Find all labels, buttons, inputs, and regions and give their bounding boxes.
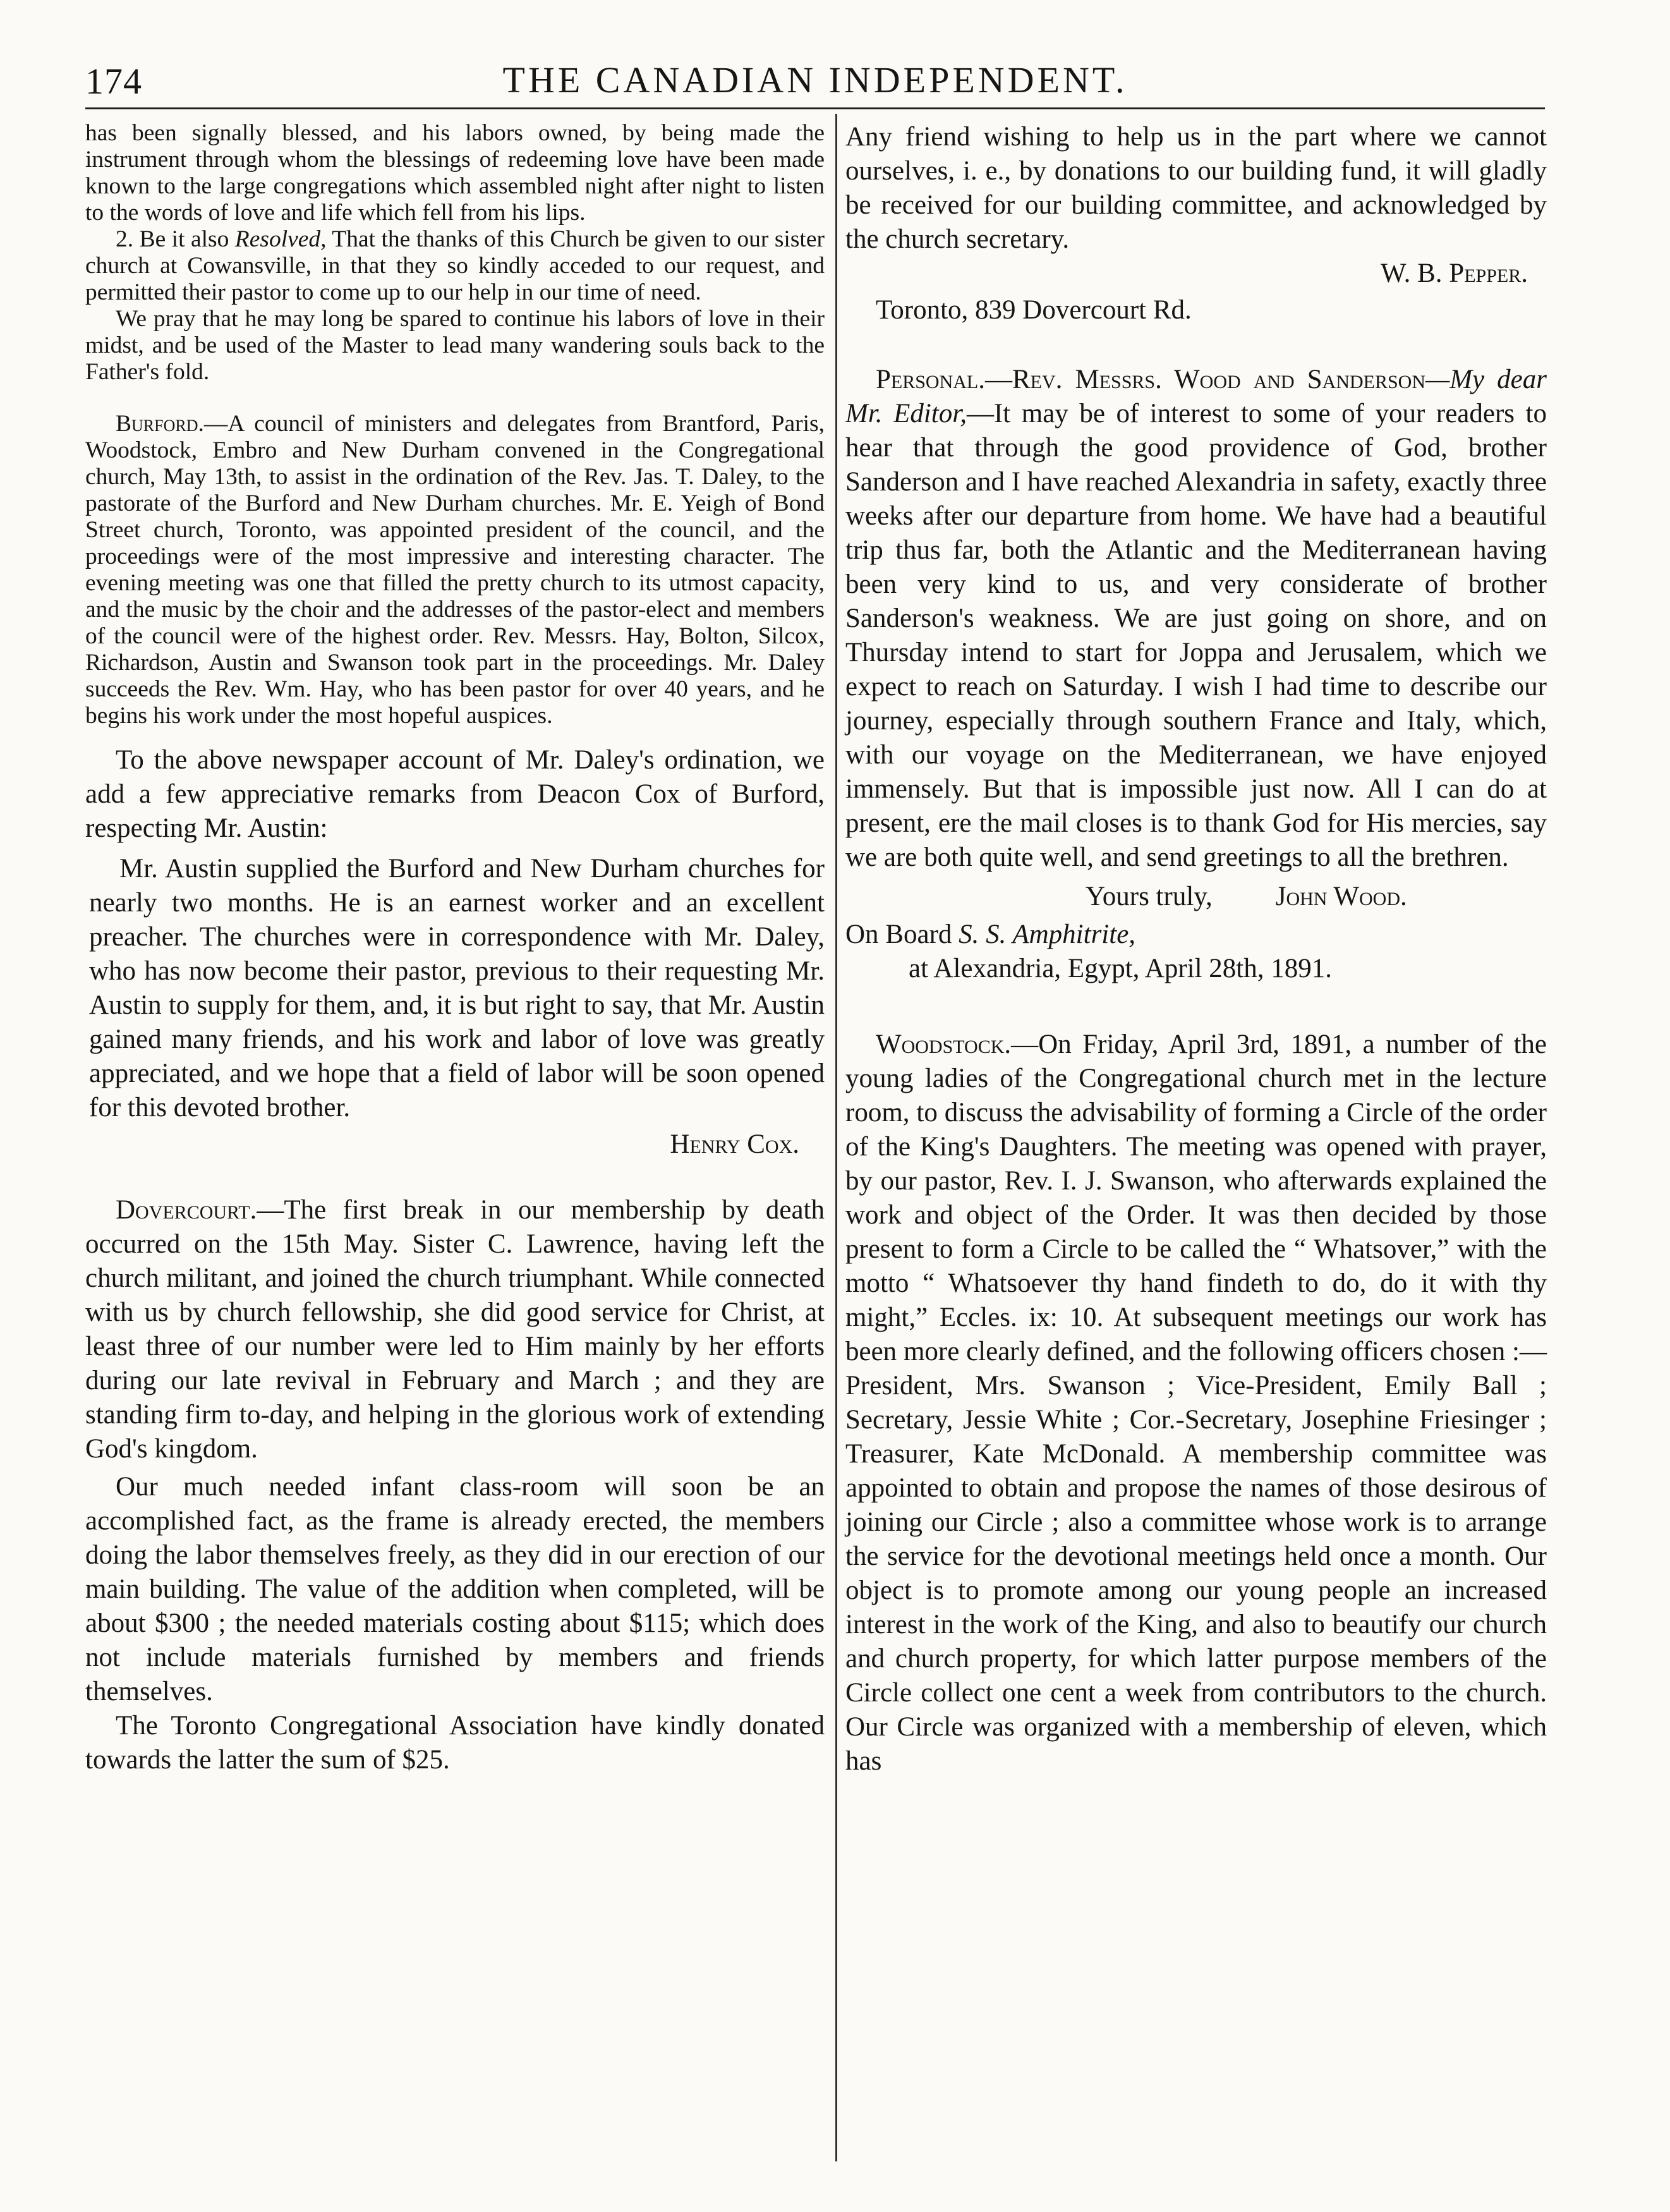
ship-prefix: On Board (845, 920, 959, 949)
pepper-body: Any friend wishing to help us in the part where we cannot ourselves, i. e., by donations to our building fund, it will gladly be received for our building committee, and acknowledged by the church secretary. (845, 122, 1547, 254)
resolution-paragraph: has been signally blessed, and his labors owned, by being made the instrument through whom the blessings of redeeming love have been made known to the large congregations which assembled night after night to listen to the words of love and life which fell from his lips. (85, 120, 825, 226)
page-header (85, 54, 1545, 111)
personal-closing-line (845, 880, 1547, 914)
dovercourt-paragraph: Our much needed infant class-room will soon be an accomplished fact, as the frame is already erected, the members doing the labor themselves freely, as they did in our erection of our main building. The value of the addition when completed, will be about $300 ; the needed materials costing about $115; which does not include materials furnished by members and friends themselves. (85, 1472, 825, 1706)
burford-body: —A council of ministers and delegates from Brantford, Paris, Woodstock, Embro and New Durham convened in the Congregational church, May 13th, to assist in the ordination of the Rev. Jas. T. Daley, to the pastorate of the Burford and New Durham churches. Mr. E. Yeigh of Bond Street church, Toronto, was appointed president of the council, and the proceedings were of the most impressive and interesting character. The evening meeting was one that filled the pretty church to its utmost capacity, and the music by the choir and the addresses of the pastor-elect and members of the council were of the highest order. Rev. Messrs. Hay, Bolton, Silcox, Richardson, Austin and Swanson took part in the proceedings. Mr. Daley succeeds the Rev. Wm. Hay, who has been pastor for over 40 years, and he begins his work under the most hopeful auspices. (85, 411, 825, 729)
burford-paragraph (85, 411, 825, 729)
left-column (85, 120, 825, 1777)
dovercourt-body: —The first break in our membership by death occurred on the 15th May. Sister C. Lawrence, having left the church militant, and joined the church triumphant. While connected with us by church fellowship, she did good service for Christ, at least three of our number were led to Him mainly by her efforts during our late revival in February and March ; and they are standing firm to-day, and helping in the glorious work of extending God's kingdom. (85, 1195, 825, 1464)
cox-signature: Henry Cox. (670, 1129, 799, 1159)
cox-remarks (85, 743, 825, 1162)
ship-name: S. S. Amphitrite, (959, 920, 1136, 949)
header-rule (85, 107, 1545, 109)
ship-line (845, 918, 1547, 952)
personal-letter (845, 363, 1547, 986)
resolution-paragraph (85, 226, 825, 306)
personal-signature: John Wood. (1275, 882, 1407, 911)
woodstock-body: —On Friday, April 3rd, 1891, a number of the young ladies of the Congregational church met in the lecture room, to discuss the advisability of forming a Circle of the order of the King's Daughters. The meeting was opened with prayer, by our pastor, Rev. I. J. Swanson, who afterwards explained the work and object of the Order. It was then decided by those present to form a Circle to be called the “ Whatsover,” with the motto “ Whatsoever thy hand findeth to do, do it with thy might,” Eccles. ix: 10. At subsequent meetings our work has been more clearly defined, and the following officers chosen :—President, Mrs. Swanson ; Vice-President, Emily Ball ; Secretary, Jessie White ; Cor.-Secretary, Josephine Friesinger ; Treasurer, Kate McDonald. A membership committee was appointed to obtain and propose the names of those desirous of joining our Circle ; also a committee whose work is to arrange the service for the devotional meetings held once a month. Our object is to promote among our young people an increased interest in the work of the King, and also to beautify our church and church property, for which latter purpose members of the Circle collect one cent a week from contributors to the church. Our Circle was organized with a membership of eleven, which has (845, 1030, 1547, 1776)
ship-place: at Alexandria, Egypt, April 28th, 1891. (909, 954, 1332, 983)
personal-closing: Yours truly, (1086, 882, 1213, 911)
cowansville-resolution (85, 120, 825, 386)
dovercourt-article (85, 1193, 825, 1777)
resolution-text: That the thanks of this Church be given to our sister church at Cowansville, in that they so kindly acceded to our request, and permitted their pastor to come up to our help in our time of need. (85, 226, 825, 305)
resolution-text: 2. Be it also (116, 226, 235, 252)
page-number: 174 (85, 61, 142, 102)
resolution-paragraph: We pray that he may long be spared to continue his labors of love in their midst, and be used of the Master to lead many wandering souls back to the Father's fold. (85, 306, 825, 385)
burford-heading: Burford. (116, 411, 204, 437)
woodstock-paragraph (845, 1028, 1547, 1778)
personal-salutation: —My dear Mr. Editor, (845, 365, 1547, 428)
woodstock-heading: Woodstock. (876, 1030, 1012, 1059)
woodstock-article (845, 1028, 1547, 1778)
personal-body: —It may be of interest to some of your readers to hear that through the good providence of God, brother Sanderson and I have reached Alexandria in safety, exactly three weeks after our departure from home. We have had a beautiful trip thus far, both the Atlantic and the Mediterranean having been very kind to us, and very considerate of brother Sanderson's weakness. We are just going on shore, and on Thursday intend to start for Joppa and Jerusalem, which we expect to reach on Saturday. I wish I had time to describe our journey, especially through southern France and Italy, which, with our voyage on the Mediterranean, we have enjoyed immensely. But that is impossible just now. All I can do at present, ere the mail closes is to thank God for His mercies, say we are both quite well, and send greetings to all the brethren. (845, 399, 1547, 872)
dovercourt-heading: Dovercourt. (116, 1195, 257, 1225)
personal-heading: Personal.—Rev. Messrs. Wood and Sanderson (876, 365, 1425, 394)
pepper-letter (845, 120, 1547, 327)
resolved-word: Resolved, (234, 226, 327, 252)
pepper-address: Toronto, 839 Dovercourt Rd. (876, 295, 1192, 325)
pepper-signature: W. B. Pepper. (1380, 258, 1528, 288)
right-column (845, 120, 1547, 1778)
daley-intro: To the above newspaper account of Mr. Daley's ordination, we add a few appreciative remarks from Deacon Cox of Burford, respecting Mr. Austin: (85, 745, 825, 843)
dovercourt-paragraph (85, 1193, 825, 1466)
column-divider (835, 114, 837, 2161)
dovercourt-paragraph: The Toronto Congregational Association have kindly donated towards the latter the sum of $25. (85, 1711, 825, 1775)
running-title: THE CANADIAN INDEPENDENT. (502, 59, 1128, 100)
personal-paragraph (845, 363, 1547, 875)
burford-article (85, 411, 825, 729)
cox-letter: Mr. Austin supplied the Burford and New Durham churches for nearly two months. He is an earnest worker and an excellent preacher. The churches were in correspondence with Mr. Daley, who has now become their pastor, previous to their requesting Mr. Austin to supply for them, and, it is but right to say, that Mr. Austin gained many friends, and his work and labor of love was greatly appreciated, and we hope that a field of labor will be soon opened for this devoted brother. (89, 854, 825, 1122)
